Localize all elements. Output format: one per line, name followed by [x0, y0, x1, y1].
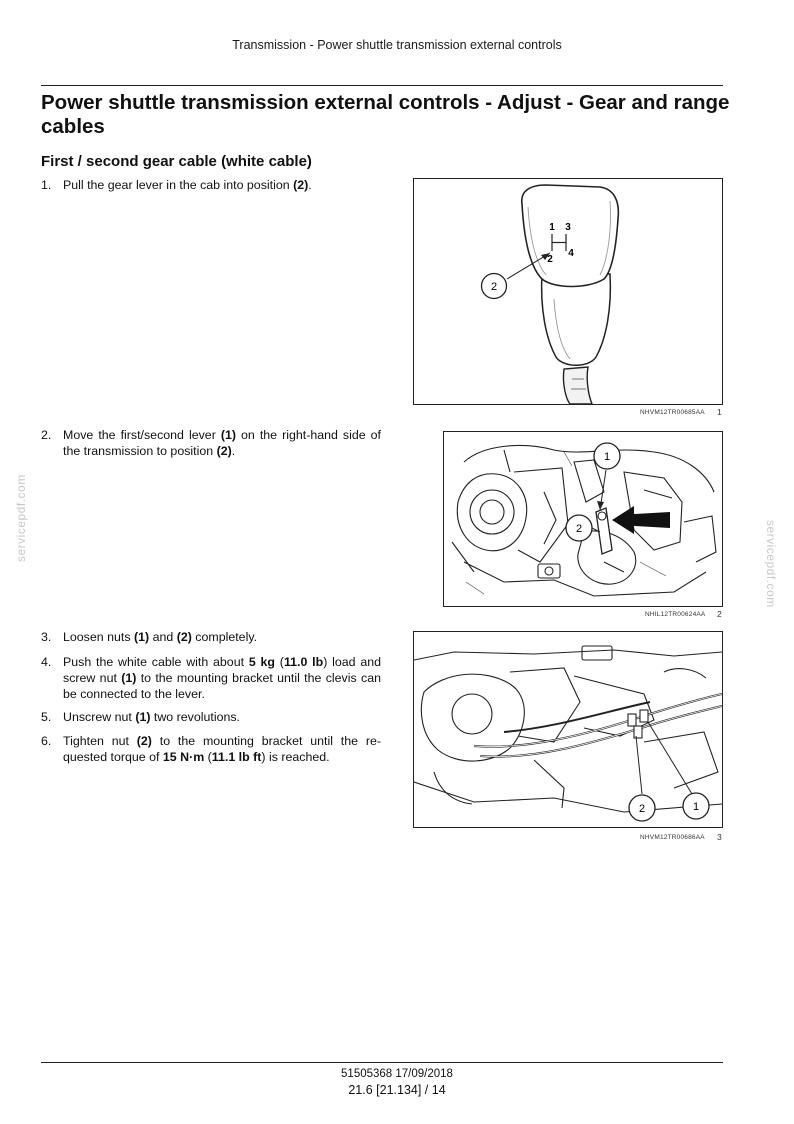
step-number: 3. — [41, 630, 52, 644]
figure-3-cable-bracket — [413, 631, 723, 828]
step-1 — [41, 177, 381, 193]
watermark-right: servicepdf.com — [764, 520, 778, 608]
figure-code: NHVM12TR00686AA — [640, 834, 705, 841]
header-rule — [41, 85, 723, 86]
figure-number: 3 — [717, 832, 722, 842]
step-number: 5. — [41, 710, 52, 724]
figure-code: NHIL12TR00624AA — [645, 611, 706, 618]
step-2 — [41, 427, 381, 459]
step-text: Move the first/second lever (1) on the right-hand side of the transmission to position (2). — [63, 428, 381, 458]
step-text: Tighten nut (2) to the mounting bracket until the re-quested torque of 15 N·m (11.1 lb ft) is reached. — [63, 734, 382, 764]
footer-doc-id: 51505368 17/09/2018 — [341, 1068, 453, 1080]
knob-label: 4 — [568, 248, 574, 259]
step-number: 2. — [41, 428, 52, 442]
step-text: Unscrew nut (1) two revolutions. — [63, 710, 240, 724]
gear-lever-illustration — [414, 179, 722, 404]
knob-label: 1 — [549, 222, 555, 233]
figure-number: 2 — [717, 609, 722, 619]
footer-rule — [41, 1062, 723, 1063]
section-title: First / second gear cable (white cable) — [41, 153, 312, 170]
transmission-illustration — [444, 432, 722, 606]
step-4 — [41, 654, 381, 702]
callout-label: 1 — [692, 801, 700, 813]
step-number: 1. — [41, 178, 52, 192]
footer-page-number: 21.6 [21.134] / 14 — [348, 1083, 446, 1097]
figure-2-transmission-lever — [443, 431, 723, 607]
callout-label: 1 — [603, 451, 611, 463]
step-6 — [41, 733, 381, 765]
running-header: Transmission - Power shuttle transmission external controls — [232, 38, 562, 52]
step-text: Push the white cable with about 5 kg (11.0 lb) load and screw nut (1) to the mounting bracket until the clevis can be connected to the lever. — [63, 655, 382, 701]
callout-label: 2 — [490, 281, 498, 293]
step-number: 6. — [41, 734, 52, 748]
watermark-left: servicepdf.com — [14, 474, 28, 562]
callout-label: 2 — [575, 523, 583, 535]
figure-code: NHVM12TR00685AA — [640, 409, 705, 416]
page-title: Power shuttle transmission external controls - Adjust - Gear and range cables — [41, 91, 730, 138]
callout-label: 2 — [638, 803, 646, 815]
knob-label: 3 — [565, 222, 571, 233]
step-text: Loosen nuts (1) and (2) completely. — [63, 630, 258, 644]
step-5 — [41, 709, 381, 725]
step-number: 4. — [41, 655, 52, 669]
knob-label: 2 — [547, 254, 553, 265]
step-text: Pull the gear lever in the cab into position (2). — [63, 178, 312, 192]
figure-number: 1 — [717, 407, 722, 417]
figure-1-gear-lever — [413, 178, 723, 405]
step-3 — [41, 629, 381, 645]
cable-bracket-illustration — [414, 632, 722, 827]
